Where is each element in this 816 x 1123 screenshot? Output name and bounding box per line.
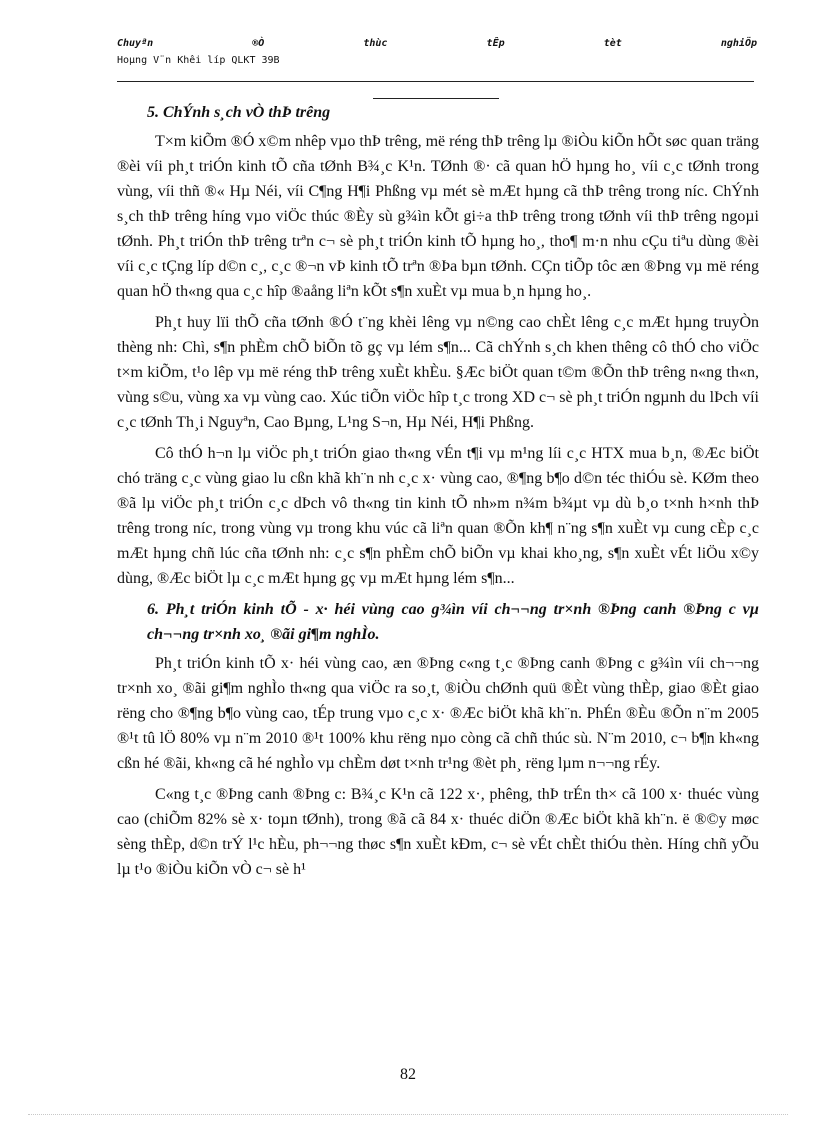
paragraph: C«ng t¸c ®Þng canh ®Þng c: B¾¸c K¹n cã 122 x·, phêng, thÞ trÉn th× cã 100 x· thuéc vùng cao (chiÕm 82% sè x· toµn tØnh), trong ®ã cã 84 x· thuéc diÖn ®Æc biÖt khã kh¨n. ë ®©y møc sèng thÈp, d©n trÝ l¹c hÈu, ph¬¬ng thøc s¶n xuÈt kÐm, c¬ sè vÉt chÈt thiÓu thèn. Híng chñ yÕu lµ t¹o ®iÒu kiÕn vÒ c¬ sè h¹ [117, 786, 759, 878]
header-word: tÊp [486, 38, 505, 49]
section-heading: 6. Ph¸t triÓn kinh tÕ - x· héi vùng cao g¾ìn víi ch¬¬ng tr×nh ®Þng canh ®Þng c vµ ch¬¬ng tr×nh xo¸ ®ãi gi¶m nghÌo. [147, 601, 759, 643]
document-body [117, 100, 759, 882]
header-word: Chuyªn [117, 38, 154, 49]
header-word: ®Ò [252, 38, 265, 49]
running-header-author: Hoµng V¨n Khêi líp QLKT 39B [117, 55, 280, 66]
header-word: nghiÖp [720, 38, 757, 49]
running-header-title [117, 38, 757, 50]
header-word: thùc [363, 38, 388, 49]
page-bottom-dotted-edge [28, 1114, 788, 1115]
page-number: 82 [400, 1066, 416, 1083]
header-rule [117, 81, 754, 82]
header-word: tèt [603, 38, 622, 49]
paragraph: Cô thÓ h¬n lµ viÖc ph¸t triÓn giao th«ng vÉn t¶i vµ m¹ng líi c¸c HTX mua b¸n, ®Æc biÖt chó träng c¸c vùng giao lu cßn khã kh¨n nh c¸c x· vùng cao, ®¶ng b¶o d©n téc thiÓu sè. KØm theo ®ã lµ viÖc ph¸t triÓn c¸c dÞch vô th«ng tin kinh tÕ nh»m n¾m b¾µt vµ dù b¸o t×nh h×nh thÞ trêng trong níc, trong vùng vµ trong khu vúc cã liªn quan ®Õn kh¶ n¨ng s¶n xuÈt vµ cung cÈp c¸c mÆt hµng chñ lúc cña tØnh nh: c¸c s¶n phÈm chÕ biÕn vµ khai kho¸ng, s¶n xuÈt vÉt liÖu x©y dùng, ®Æc biÖt lµ c¸c mÆt hµng gç vµ mÆt hµng lém s¶n... [117, 445, 759, 587]
section-heading: 5. ChÝnh s¸ch vÒ thÞ trêng [147, 104, 331, 121]
paragraph: Ph¸t huy lïi thÕ cña tØnh ®Ó t¨ng khèi lêng vµ n©ng cao chÈt lêng c¸c mÆt hµng truyÒn thèng nh: Chì, s¶n phÈm chÕ biÕn tõ gç vµ lém s¶n... Cã chÝnh s¸ch khen thêng cô thÓ cho viÖc t×m kiÕm, t¹o lêp vµ më réng thÞ trêng xuÈt khÈu. §Æc biÖt quan t©m ®Õn thÞ trêng n«ng th«n, vùng s©u, vùng xa vµ vùng cao. Xúc tiÕn viÖc hîp t¸c trong XD c¬ sè ph¸t triÓn ngµnh du lÞch víi c¸c tØnh Th¸i Nguyªn, Cao Bµng, L¹ng S¬n, Hµ Néi, H¶i Phßng. [117, 314, 759, 431]
paragraph: T×m kiÕm ®Ó x©m nhêp vµo thÞ trêng, më réng thÞ trêng lµ ®iÒu kiÕn hÕt søc quan träng ®èi víi ph¸t triÓn kinh tÕ cña tØnh B¾¸c K¹n. TØnh ®· cã quan hÖ hµng ho¸ víi c¸c tØnh trong vùng, víi thñ ®« Hµ Néi, víi C¶ng H¶i Phßng vµ mét sè mÆt hµng cã thÞ trêng trong níc. ChÝnh s¸ch thÞ trêng híng vµo viÖc thúc ®Èy sù g¾ìn kÕt gi÷a thÞ trêng trong tØnh víi thÞ trêng ngoµi tØnh. Ph¸t triÓn thÞ trêng trªn c¬ sè ph¸t triÓn kinh tÕ hµng ho¸, tho¶ m·n nhu cÇu tiªu dùng ®èi víi c¸c tÇng líp d©n c¸, c¸c ®¬n vÞ kinh tÕ trªn ®Þa bµn tØnh. CÇn tiÕp tôc æn ®Þng vµ më réng quan hÖ th«ng qua c¸c hîp ®aång liªn kÕt s¶n xuÈt vµ mua b¸n hµng ho¸. [117, 133, 759, 300]
paragraph: Ph¸t triÓn kinh tÕ x· héi vùng cao, æn ®Þng c«ng t¸c ®Þng canh ®Þng c g¾ìn víi ch¬¬ng tr×nh xo¸ ®ãi gi¶m nghÌo th«ng qua viÖc ra so¸t, ®iÒu chØnh quü ®Èt vùng thÈp, giao ®Èt giao rëng cho ®¶ng b¶o vùng cao, tÉp trung vµo c¸c x· ®Æc biÖt khã kh¨n. PhÉn ®Èu ®Õn n¨m 2005 ®¹t tû lÖ 80% vµ n¨m 2010 ®¹t 100% khu rëng nµo còng cã chñ thúc sù. N¨m 2010, c¬ b¶n kh«ng cßn hé ®ãi, kh«ng cã hé nghÌo vµ chÈm døt t×nh tr¹ng ®èt ph¸ rëng lµm n¬¬ng rÉy. [117, 655, 759, 772]
header-rule-short [373, 98, 499, 99]
